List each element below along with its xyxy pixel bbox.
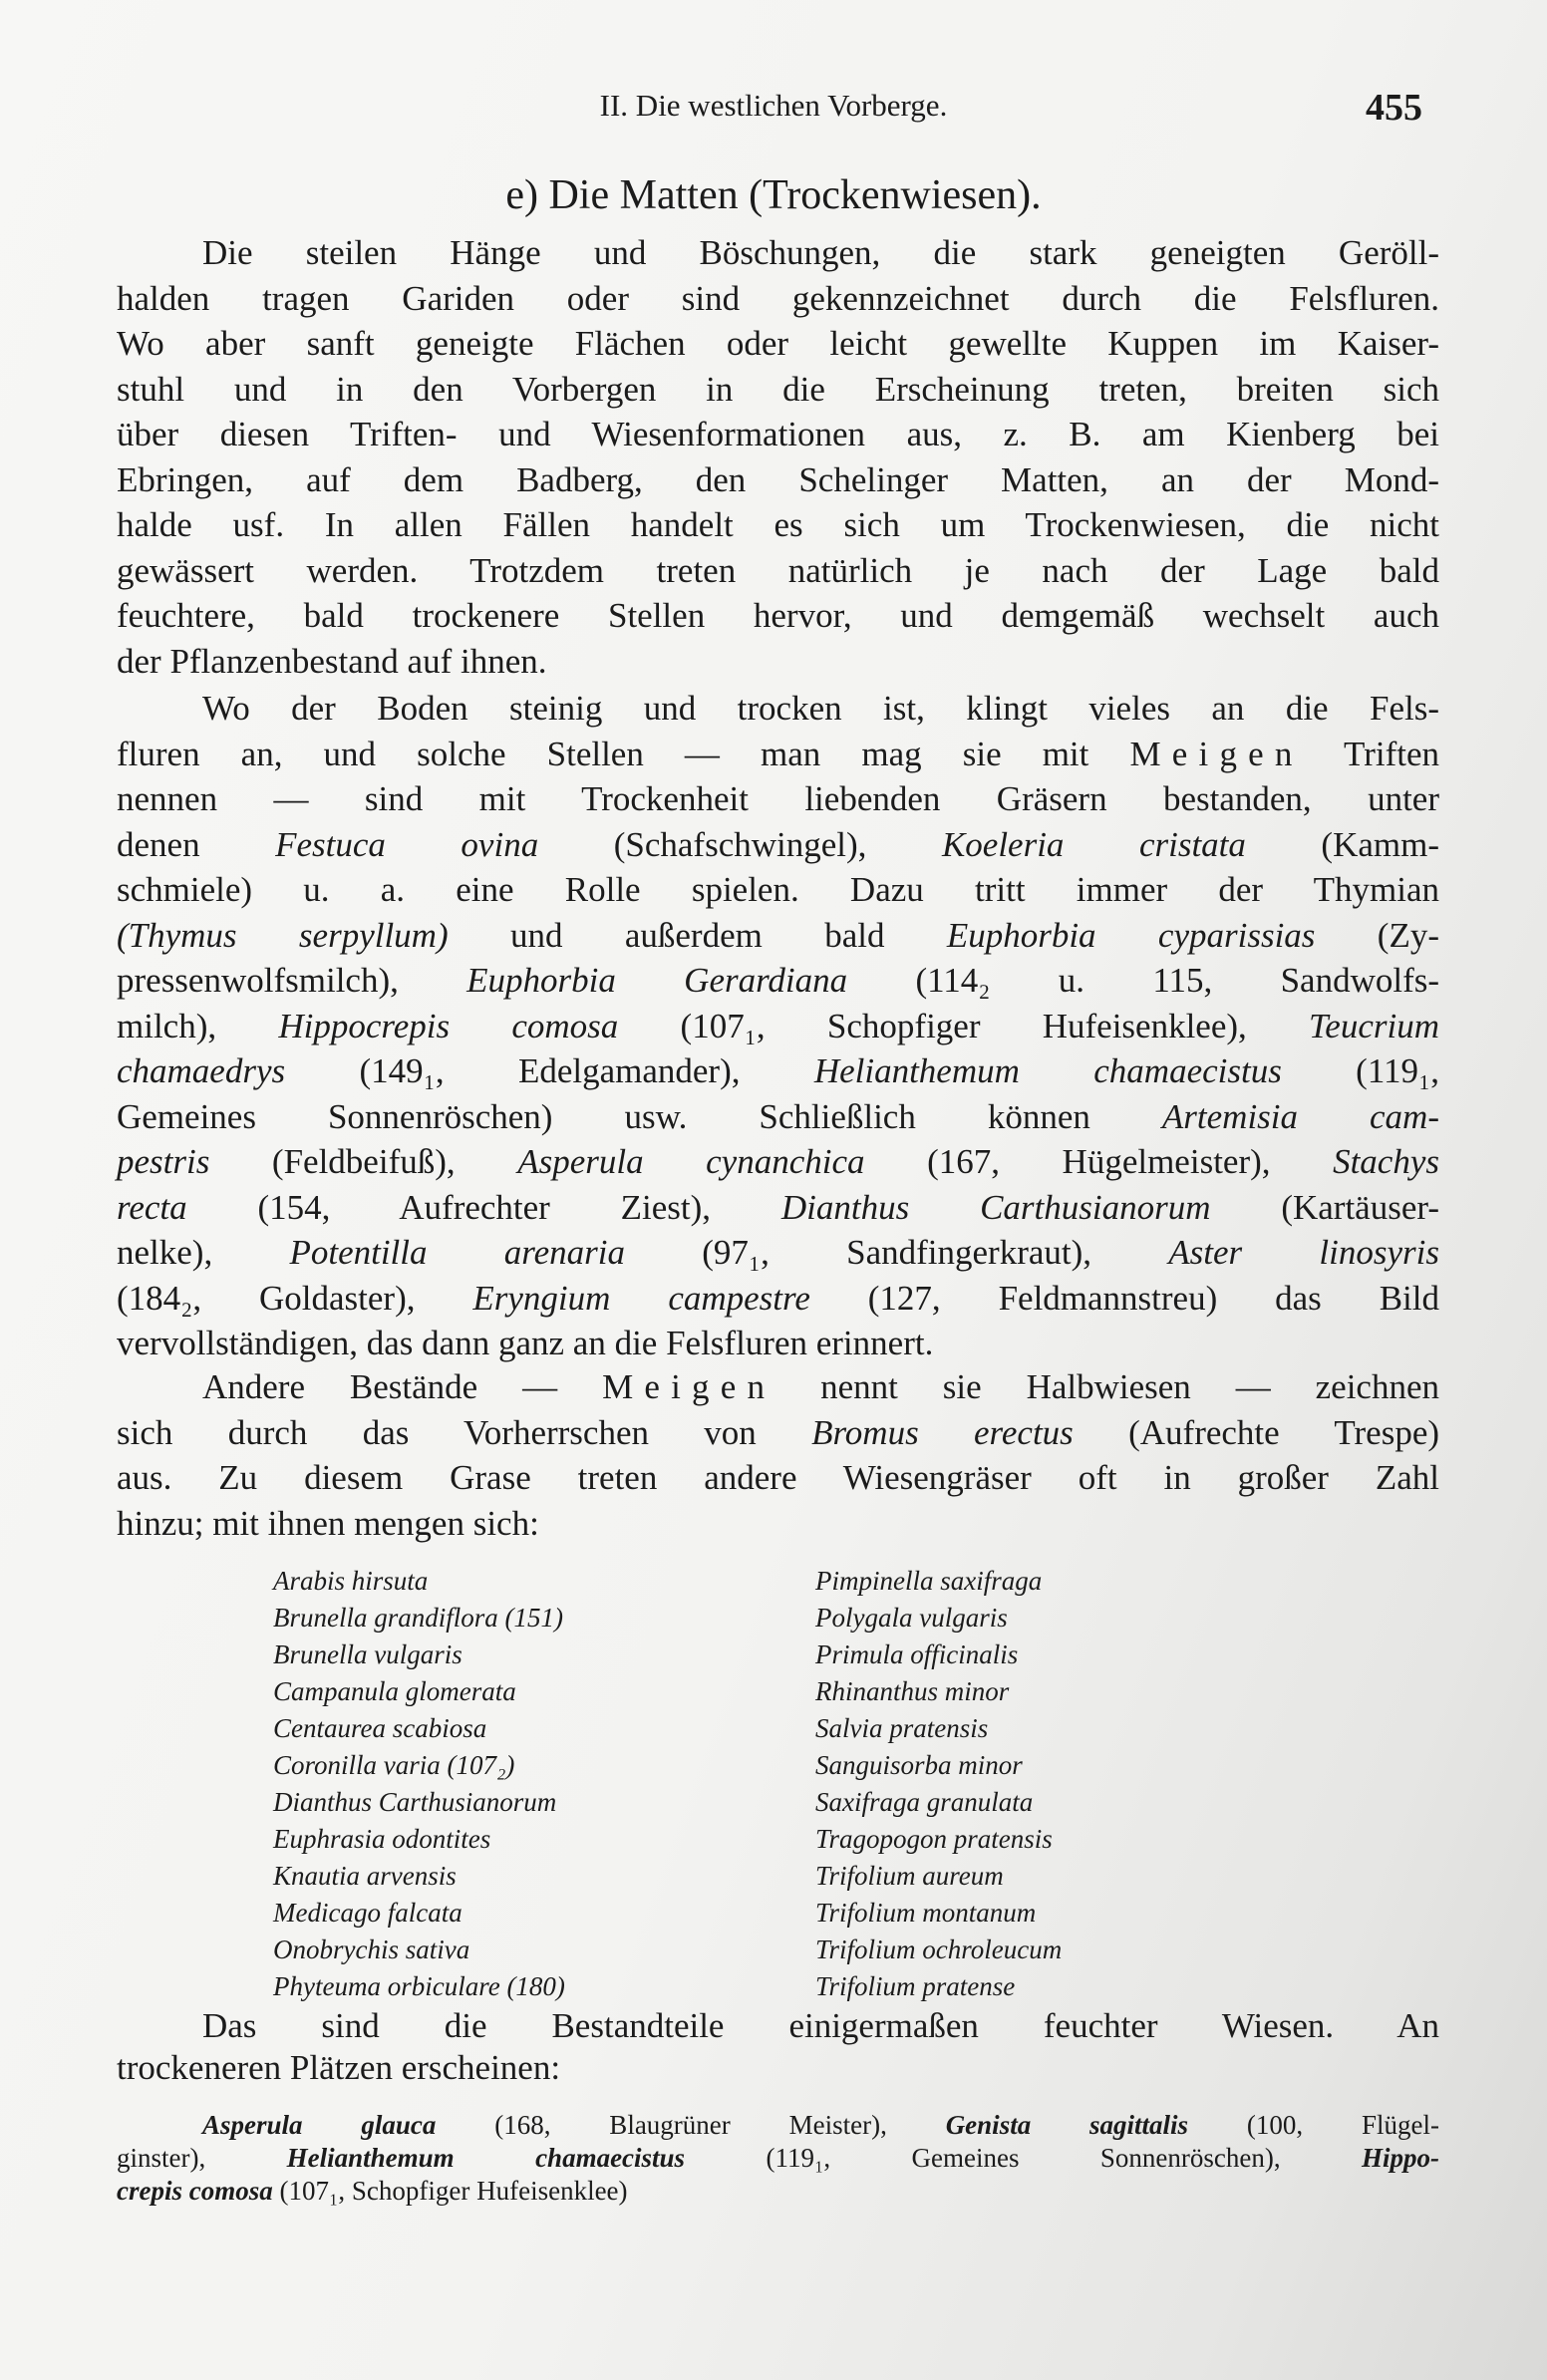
- species-list-item: Knautia arvensis: [273, 1861, 457, 1891]
- text-line: [117, 639, 1439, 685]
- species-list-item: Rhinanthus minor: [815, 1676, 1010, 1706]
- species-list-item: Centaurea scabiosa: [273, 1713, 487, 1743]
- text-line: [117, 867, 1439, 913]
- text-line: [117, 2109, 1439, 2142]
- text: Ebringen, auf dem Badberg, den Schelinger Matten, an der Mond-: [117, 459, 1439, 499]
- text: feuchtere, bald trockenere Stellen hervor, und demgemäß wechselt auch: [117, 596, 1439, 635]
- text: Das sind die Bestandteile einigermaßen feuchter Wiesen. An: [202, 2006, 1439, 2045]
- text: Triften: [1303, 734, 1439, 773]
- text-line: [117, 2047, 1439, 2089]
- species-list-item: Trifolium aureum: [815, 1861, 1004, 1891]
- text: (184₂, Goldaster),: [117, 1278, 473, 1318]
- italic-text: Helianthemum chamaecistus: [286, 2143, 686, 2173]
- text-line: [117, 822, 1439, 868]
- species-list-item: Trifolium pratense: [815, 1971, 1016, 2001]
- text: (97₁, Sandfingerkraut),: [624, 1233, 1169, 1272]
- text: Andere Bestände —: [202, 1367, 603, 1406]
- species-list-item: Dianthus Carthusianorum: [273, 1787, 557, 1817]
- species-list-item: Euphrasia odontites: [273, 1824, 491, 1854]
- text: (Kartäuser-: [1210, 1187, 1439, 1227]
- species-list-item: Brunella grandiflora (151): [273, 1603, 563, 1633]
- text: ginster),: [117, 2143, 287, 2173]
- text: gewässert werden. Trotzdem treten natürlich je nach der Lage bald: [117, 550, 1439, 590]
- text-line: [117, 1455, 1439, 1501]
- text: und außerdem bald: [448, 915, 947, 955]
- text: aus. Zu diesem Grase treten andere Wiesengräser oft in großer Zahl: [117, 1458, 1439, 1497]
- running-head: II. Die westlichen Vorberge.: [599, 88, 948, 123]
- text: über diesen Triften- und Wiesenformationen aus, z. B. am Kienberg bei: [117, 415, 1439, 453]
- paragraph-5: [117, 2109, 1439, 2208]
- species-list-item: Trifolium ochroleucum: [815, 1934, 1063, 1964]
- text: (114₂ u. 115, Sandwolfs-: [847, 961, 1440, 1000]
- italic-text: pestris: [117, 1142, 210, 1181]
- italic-text: Potentilla arenaria: [289, 1233, 625, 1272]
- text-line: [117, 1410, 1439, 1456]
- text-line: [117, 686, 1439, 732]
- text: (119₁,: [1281, 1051, 1439, 1090]
- text-line: [117, 1094, 1439, 1140]
- text: milch),: [117, 1006, 279, 1045]
- species-list-left: [273, 1563, 565, 2005]
- text: (127, Feldmannstreu) das Bild: [809, 1278, 1439, 1318]
- italic-text: Hippocrepis comosa: [278, 1006, 619, 1045]
- italic-text: Hippo-: [1362, 2143, 1440, 2173]
- text: Die steilen Hänge und Böschungen, die stark geneigten Geröll-: [202, 233, 1439, 272]
- text: denen: [117, 824, 276, 864]
- italic-text: Stachys: [1333, 1142, 1439, 1181]
- text-line: [117, 1185, 1439, 1231]
- text: trockeneren Plätzen erscheinen:: [117, 2048, 561, 2087]
- text: halden tragen Gariden oder sind gekennzeichnet durch die Felsfluren.: [117, 278, 1439, 318]
- italic-text: Koeleria cristata: [941, 824, 1246, 864]
- text-line: [117, 1004, 1439, 1049]
- species-list-item: Campanula glomerata: [273, 1676, 516, 1706]
- text: nelke),: [117, 1233, 290, 1272]
- text: schmiele) u. a. eine Rolle spielen. Dazu tritt immer der Thymian: [117, 870, 1439, 909]
- italic-text: Euphorbia cyparissias: [946, 915, 1316, 955]
- paragraph-4: [117, 2005, 1439, 2089]
- text-line: [117, 321, 1439, 367]
- text-line: [117, 2175, 1439, 2208]
- text-line: [117, 230, 1439, 276]
- text: stuhl und in den Vorbergen in die Erscheinung treten, breiten sich: [117, 369, 1439, 409]
- species-list-item: Trifolium montanum: [815, 1898, 1037, 1928]
- species-list-item: Arabis hirsuta: [273, 1566, 429, 1596]
- spaced-author-name: Meigen: [602, 1367, 776, 1406]
- text-line: [117, 276, 1439, 322]
- text: Gemeines Sonnenröschen) usw. Schließlich können: [117, 1096, 1162, 1136]
- text: pressenwolfsmilch),: [117, 961, 467, 1000]
- text: (119₁, Gemeines Sonnenröschen),: [685, 2143, 1363, 2173]
- italic-text: Teucrium: [1309, 1006, 1439, 1045]
- species-list-item: Salvia pratensis: [815, 1713, 989, 1743]
- species-list-right: [815, 1563, 1062, 2005]
- text-line: [117, 732, 1439, 777]
- text: (167, Hügelmeister),: [864, 1142, 1334, 1181]
- species-list-item: Brunella vulgaris: [273, 1639, 463, 1669]
- text-line: [117, 1276, 1439, 1322]
- text: Wo aber sanft geneigte Flächen oder leicht gewellte Kuppen im Kaiser-: [117, 324, 1439, 363]
- text: Wo der Boden steinig und trocken ist, klingt vieles an die Fels-: [202, 689, 1439, 728]
- text-line: [117, 913, 1439, 959]
- text-line: [117, 502, 1439, 548]
- italic-text: Artemisia cam-: [1161, 1096, 1439, 1136]
- italic-text: Dianthus Carthusianorum: [780, 1187, 1211, 1227]
- italic-text: Eryngium campestre: [472, 1278, 810, 1318]
- text-line: [117, 593, 1439, 639]
- text: hinzu; mit ihnen mengen sich:: [117, 1503, 539, 1543]
- text: (149₁, Edelgamander),: [285, 1051, 814, 1090]
- italic-text: Asperula glauca: [202, 2110, 437, 2140]
- paragraph-3: [117, 1364, 1439, 1546]
- text-line: [117, 958, 1439, 1004]
- italic-text: Festuca ovina: [275, 824, 539, 864]
- text: (154, Aufrechter Ziest),: [186, 1187, 781, 1227]
- text: vervollständigen, das dann ganz an die Felsfluren erinnert.: [117, 1324, 934, 1362]
- italic-text: crepis comosa: [117, 2176, 273, 2206]
- italic-text: Aster linosyris: [1168, 1233, 1439, 1272]
- text: (107₁, Schopfiger Hufeisenklee): [272, 2176, 628, 2206]
- text: (Schafschwingel),: [538, 824, 942, 864]
- text-line: [117, 1230, 1439, 1276]
- italic-text: (Thymus serpyllum): [117, 915, 449, 955]
- section-title: e) Die Matten (Trockenwiesen).: [505, 172, 1042, 218]
- text-line: [117, 1364, 1439, 1410]
- text: (100, Flügel-: [1188, 2110, 1440, 2140]
- text: halde usf. In allen Fällen handelt es sich um Trockenwiesen, die nicht: [117, 505, 1439, 544]
- italic-text: Genista sagittalis: [945, 2110, 1189, 2140]
- italic-text: Helianthemum chamaecistus: [813, 1051, 1282, 1090]
- text-line: [117, 1139, 1439, 1185]
- species-list-item: Phyteuma orbiculare (180): [273, 1971, 565, 2001]
- italic-text: Bromus erectus: [811, 1412, 1074, 1452]
- text: sich durch das Vorherrschen von: [117, 1412, 812, 1452]
- species-list-item: Sanguisorba minor: [815, 1750, 1023, 1780]
- page-number: 455: [1366, 87, 1422, 129]
- text-line: [117, 1321, 1439, 1366]
- text-line: [117, 1048, 1439, 1094]
- text: (Kamm-: [1245, 824, 1440, 864]
- species-list-item: Tragopogon pratensis: [815, 1824, 1053, 1854]
- text-line: [117, 412, 1439, 457]
- text-line: [117, 2005, 1439, 2047]
- text: der Pflanzenbestand auf ihnen.: [117, 641, 547, 681]
- italic-text: chamaedrys: [117, 1051, 286, 1090]
- text: (107₁, Schopfiger Hufeisenklee),: [618, 1006, 1310, 1045]
- text: nennt sie Halbwiesen — zeichnen: [775, 1367, 1440, 1406]
- text-line: [117, 2142, 1439, 2175]
- text: (Zy-: [1315, 915, 1439, 955]
- italic-text: Asperula cynanchica: [517, 1142, 865, 1181]
- species-list-item: Onobrychis sativa: [273, 1934, 470, 1964]
- text: (168, Blaugrüner Meister),: [436, 2110, 946, 2140]
- text: (Feldbeifuß),: [209, 1142, 518, 1181]
- spaced-author-name: Meigen: [1129, 734, 1304, 773]
- text: (Aufrechte Trespe): [1073, 1412, 1440, 1452]
- paragraph-1: [117, 230, 1439, 684]
- text-line: [117, 457, 1439, 503]
- italic-text: Euphorbia Gerardiana: [466, 961, 848, 1000]
- species-list-item: Polygala vulgaris: [815, 1603, 1008, 1633]
- text-line: [117, 1501, 1439, 1547]
- text-line: [117, 367, 1439, 413]
- text-line: [117, 776, 1439, 822]
- species-list-item: Coronilla varia (107₂): [273, 1750, 515, 1780]
- paragraph-2: [117, 686, 1439, 1366]
- italic-text: recta: [117, 1187, 187, 1227]
- text: fluren an, und solche Stellen — man mag sie mit: [117, 734, 1130, 773]
- text: nennen — sind mit Trockenheit liebenden Gräsern bestanden, unter: [117, 779, 1439, 818]
- text-line: [117, 548, 1439, 594]
- species-list-item: Pimpinella saxifraga: [815, 1566, 1043, 1596]
- species-list-item: Saxifraga granulata: [815, 1787, 1034, 1817]
- species-list-item: Medicago falcata: [273, 1898, 463, 1928]
- species-list-item: Primula officinalis: [815, 1639, 1019, 1669]
